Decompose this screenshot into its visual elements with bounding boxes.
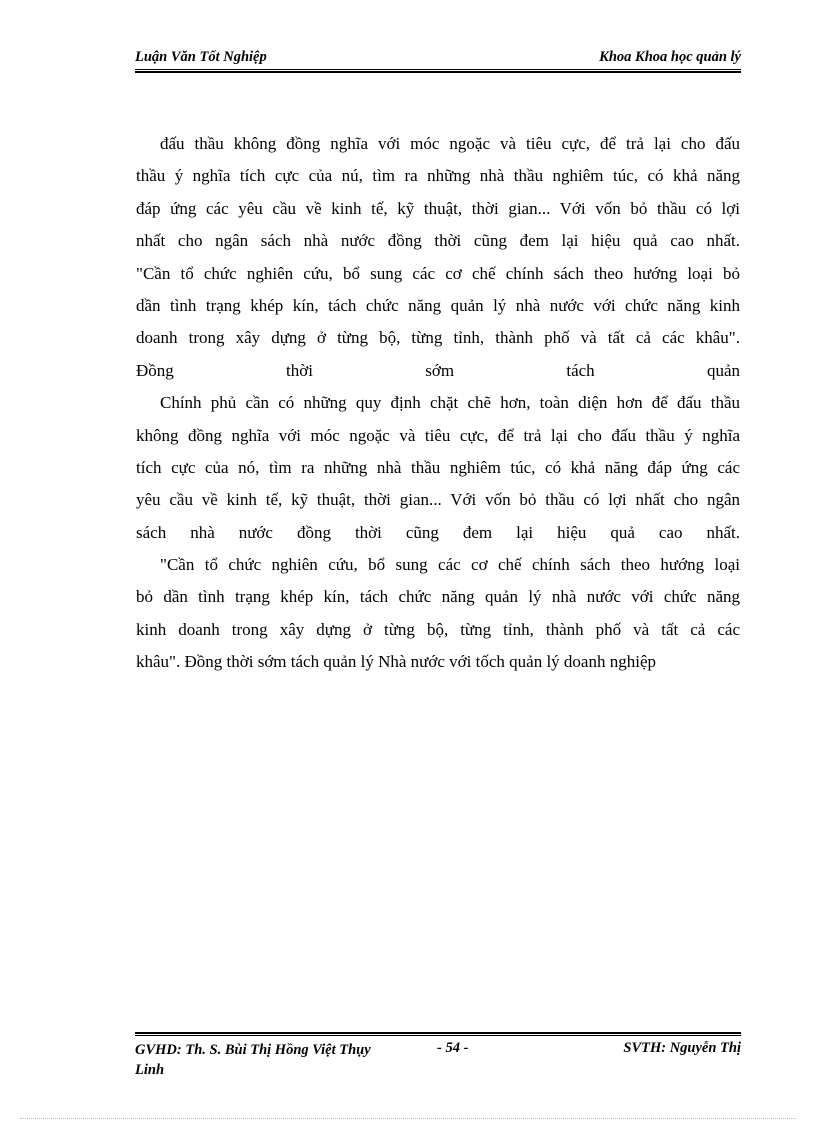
footer-rule: [135, 1032, 741, 1036]
header-thesis-title: Luận Văn Tốt Nghiệp: [135, 49, 267, 65]
text-line: tích cực của nó, tìm ra những nhà thầu nghiêm túc, có khả năng đáp ứng các: [136, 457, 740, 477]
text-line: "Cần tổ chức nghiên cứu, bổ sung các cơ chế chính sách theo hướng loại: [160, 555, 740, 575]
text-line: khâu". Đồng thời sớm tách quản lý Nhà nước với tốch quản lý doanh nghiệp: [136, 652, 656, 672]
text-line: đấu thầu không đồng nghĩa với móc ngoặc và tiêu cực, để trả lại cho đấu: [160, 134, 740, 153]
text-line: đáp ứng các yêu cầu về kinh tế, kỹ thuật, thời gian... Với vốn bỏ thầu có lợi: [136, 198, 740, 218]
header-rule: [135, 69, 741, 73]
text-line: sách nhà nước đồng thời cũng đem lại hiệu quả cao nhất.: [136, 522, 740, 542]
page-header: [135, 49, 741, 73]
page-number: - 54 -: [437, 1040, 469, 1056]
text-line: thầu ý nghĩa tích cực của nú, tìm ra những nhà thầu nghiêm túc, có khả năng: [136, 166, 740, 186]
text-line: Đồng thời sớm tách quản: [136, 360, 740, 380]
text-line: bỏ dần tình trạng khép kín, tách chức năng quản lý nhà nước với chức năng: [136, 587, 740, 607]
page-footer: [135, 1032, 741, 1082]
footer-supervisor: GVHD: Th. S. Bùi Thị Hồng Việt Thụy Linh: [135, 1042, 371, 1078]
page-bottom-border: [20, 1118, 796, 1119]
text-line: nhất cho ngân sách nhà nước đồng thời cũng đem lại hiệu quả cao nhất.: [136, 231, 740, 251]
text-line: "Cần tổ chức nghiên cứu, bổ sung các cơ chế chính sách theo hướng loại bỏ: [136, 263, 740, 283]
body-text: [136, 128, 740, 679]
footer-student: SVTH: Nguyễn Thị: [623, 1040, 741, 1056]
text-line: không đồng nghĩa với móc ngoặc và tiêu cực, để trả lại cho đấu thầu ý nghĩa: [136, 425, 740, 445]
text-line: Chính phủ cần có những quy định chặt chẽ hơn, toàn diện hơn để đấu thầu: [160, 393, 740, 413]
text-line: kinh doanh trong xây dựng ở từng bộ, từng tỉnh, thành phố và tất cả các: [136, 619, 740, 639]
text-line: doanh trong xây dựng ở từng bộ, từng tỉnh, thành phố và tất cả các khâu".: [136, 328, 740, 348]
text-line: dần tình trạng khép kín, tách chức năng quản lý nhà nước với chức năng kinh: [136, 295, 740, 315]
header-faculty: Khoa Khoa học quản lý: [599, 49, 741, 65]
text-line: yêu cầu về kinh tế, kỹ thuật, thời gian... Với vốn bỏ thầu có lợi nhất cho ngân: [136, 490, 740, 510]
